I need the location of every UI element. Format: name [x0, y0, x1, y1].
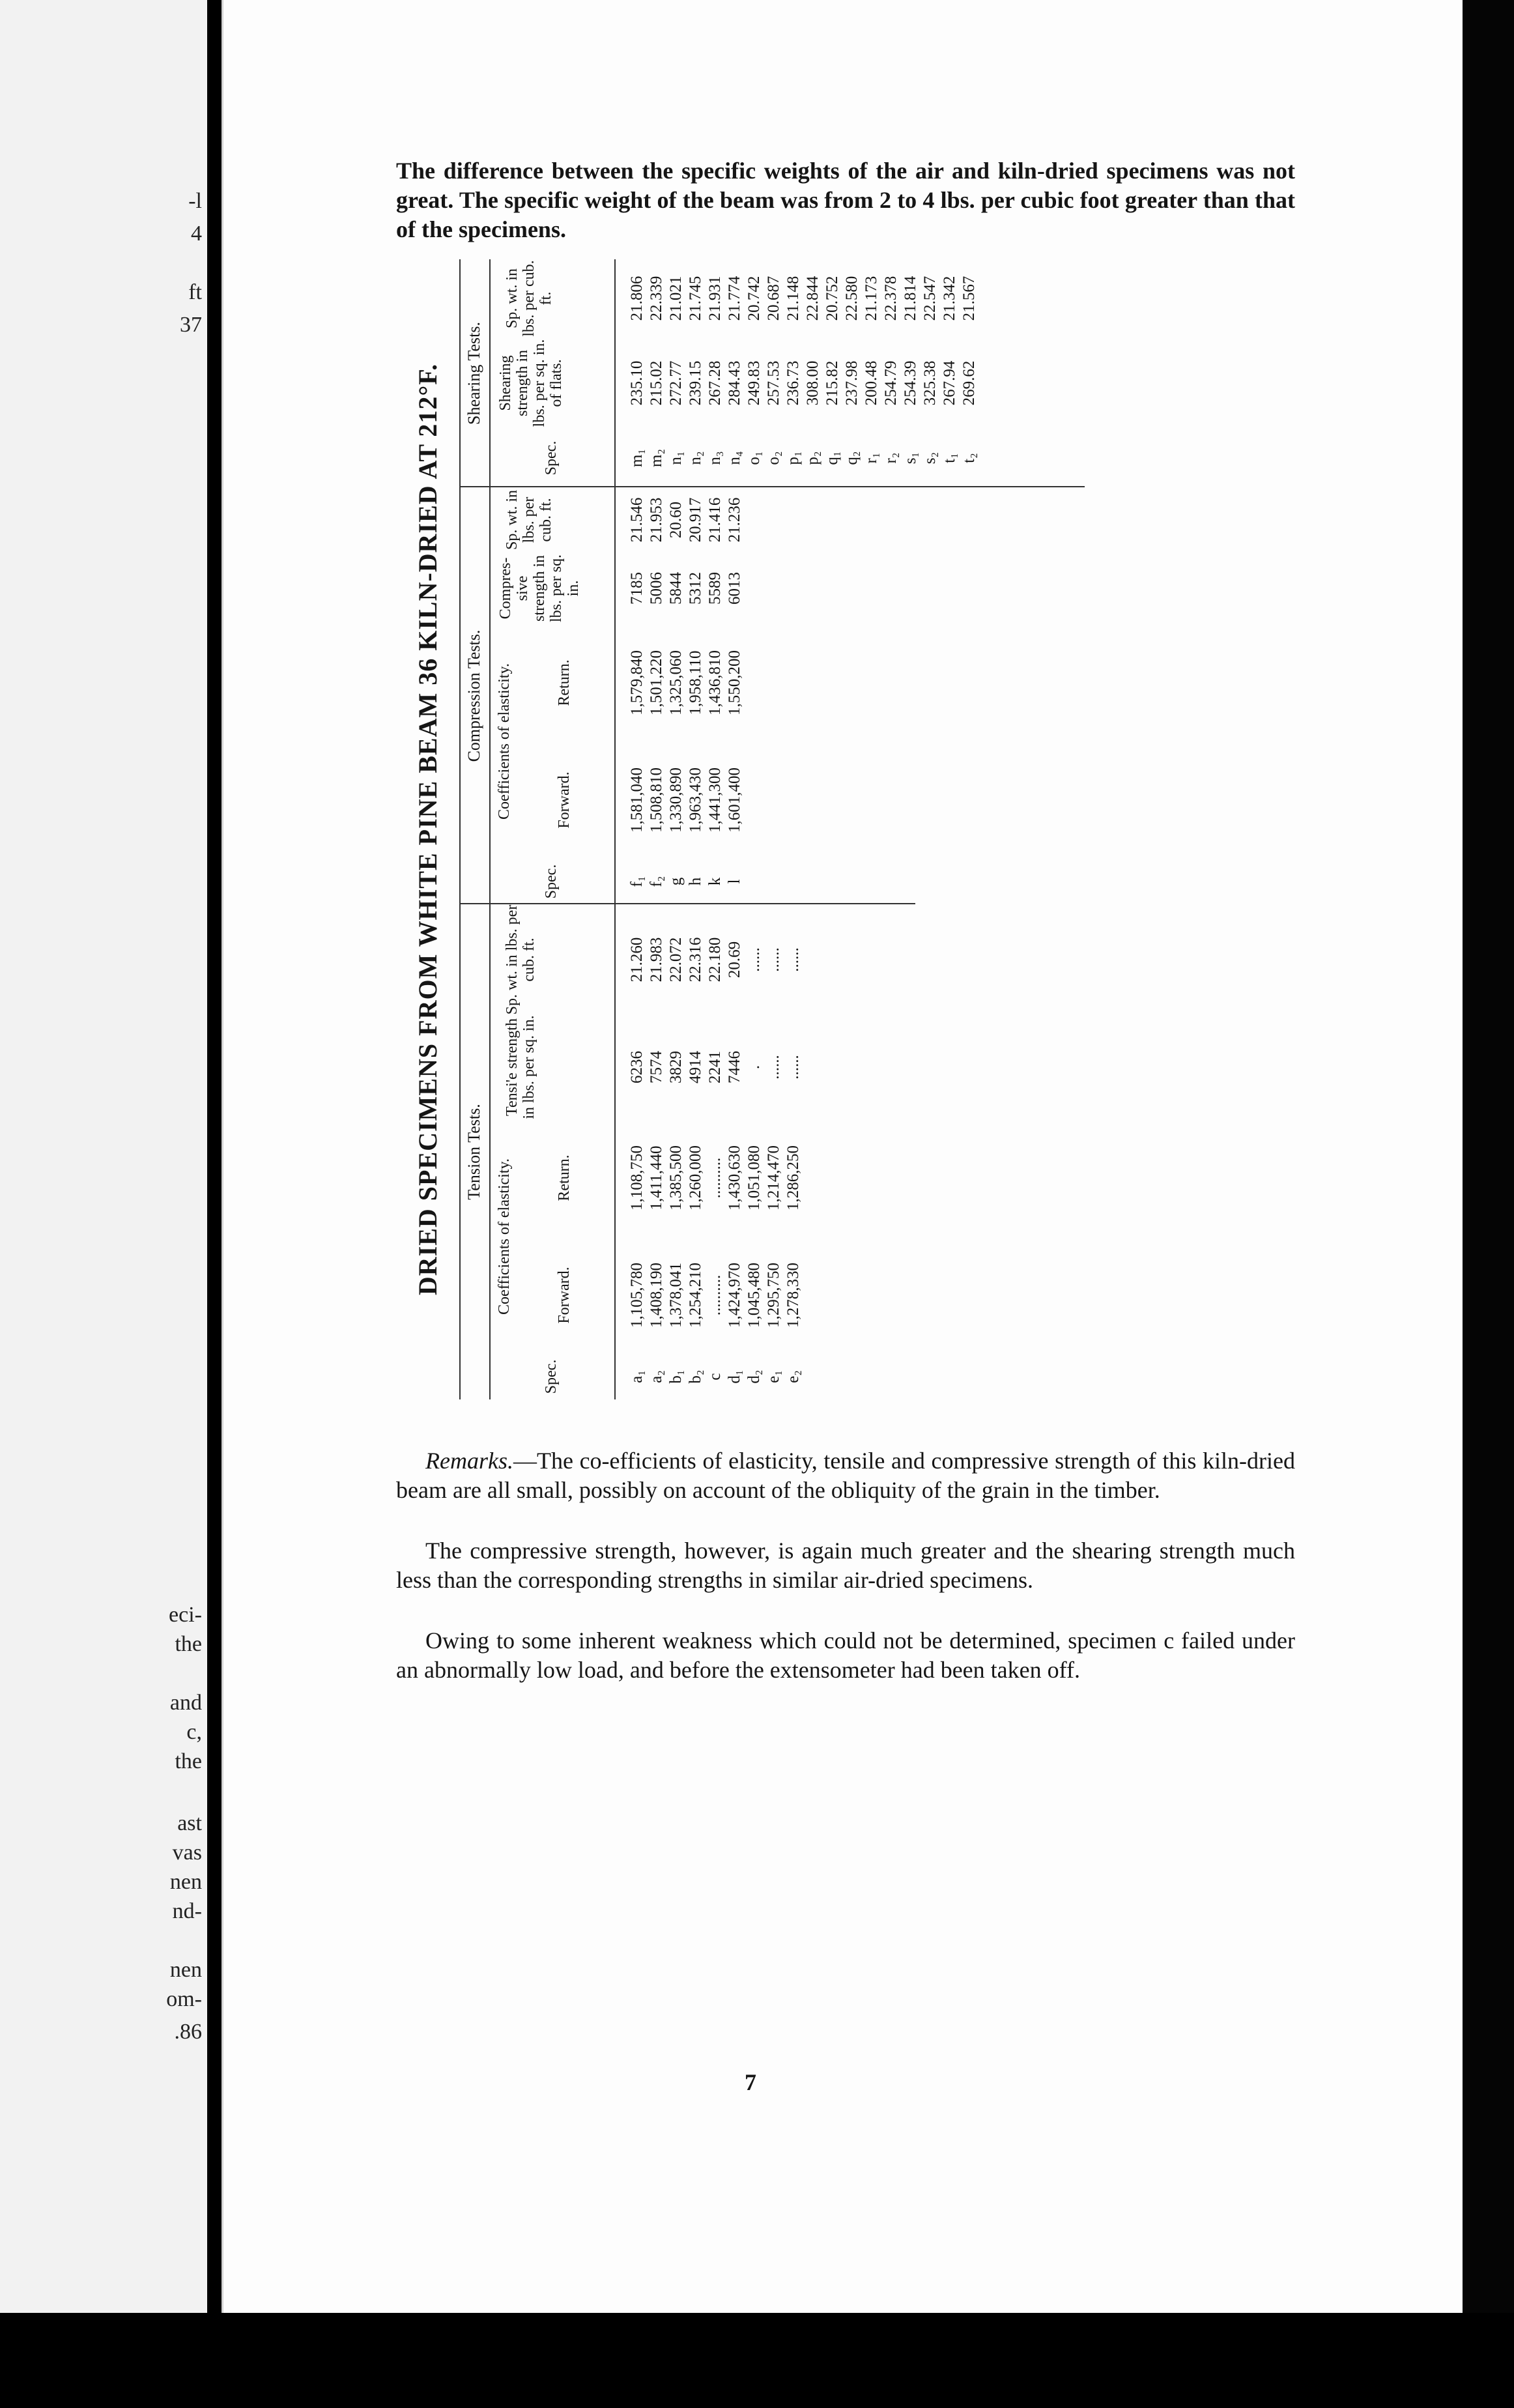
table-cell: ...... [784, 947, 802, 972]
table-cell: 20.917 [687, 497, 704, 543]
table-cell: 21.021 [667, 276, 685, 321]
table-cell: m₁ [628, 448, 646, 468]
table-cell: 254.79 [882, 360, 900, 406]
table-cell: 20.69 [726, 941, 743, 979]
table-cell: 236.73 [784, 360, 802, 406]
book-page [221, 0, 1464, 2316]
previous-page-text-fragment: -l [188, 189, 202, 213]
table-cell: s₂ [921, 452, 939, 465]
tension-return-column [627, 1119, 803, 1237]
table-cell: 1,214,470 [765, 1145, 782, 1211]
table-cell: n₁ [667, 451, 685, 465]
table-cell: n₂ [687, 451, 704, 465]
table-cell: 21.567 [960, 276, 978, 321]
table-cell: 5312 [687, 572, 704, 605]
table-cell: n₄ [726, 451, 743, 465]
table-cell: r₂ [882, 452, 900, 464]
remarks-lead: Remarks. [425, 1448, 513, 1474]
table-cell: 21.953 [648, 497, 665, 543]
table-cell: f₂ [648, 876, 665, 887]
specimen-table [412, 259, 1090, 1399]
table-cell: 1,441,300 [706, 767, 724, 833]
tension-group-header: Tension Tests. [464, 1104, 483, 1200]
table-cell: 22.378 [882, 276, 900, 321]
table-cell: 5006 [648, 572, 665, 605]
previous-page-text-fragment: c, [186, 1720, 202, 1744]
table-cell: n₃ [706, 451, 724, 465]
group-rule [489, 259, 491, 1399]
table-cell: d₁ [726, 1369, 743, 1384]
table-cell: 21.236 [726, 497, 743, 543]
table-cell: 308.00 [804, 360, 821, 406]
previous-page-text-fragment: and [169, 1691, 202, 1715]
table-cell: 1,051,080 [745, 1145, 763, 1211]
remarks-paragraph-2: The compressive strength, however, is again much greater and the shearing strength much less than the corresponding strengths in similar air-dried specimens. [396, 1538, 1295, 1593]
table-top-rule [459, 259, 461, 1399]
table-cell: 257.53 [765, 360, 782, 406]
table-cell: 1,424,970 [726, 1263, 743, 1328]
table-cell: 1,260,000 [687, 1145, 704, 1211]
table-cell: 284.43 [726, 360, 743, 406]
table-cell: 1,330,890 [667, 767, 685, 833]
previous-page-edge [0, 0, 207, 2313]
table-cell: e₁ [765, 1370, 782, 1383]
table-cell: 267.94 [941, 360, 958, 406]
remarks-paragraph-1 [396, 1446, 1295, 1505]
table-cell: 237.98 [843, 360, 861, 406]
shearing-strength-header: Shearing strength in lbs. per sq. in. of flats. [497, 339, 565, 427]
compression-spec-column [627, 859, 745, 904]
table-cell: . [745, 1065, 763, 1070]
table-cell: 6236 [628, 1051, 646, 1083]
compression-forward-column [627, 741, 745, 859]
table-cell: 22.072 [667, 937, 685, 982]
table-cell: 4914 [687, 1051, 704, 1083]
intro-paragraph: The difference between the specific weights of the air and kiln-dried specimens was not great. The specific weight of the beam was from 2 to 4 lbs. per cubic foot greater than that of the specimens. [396, 158, 1295, 242]
right-scan-edge [1463, 0, 1514, 2316]
table-title: DRIED SPECIMENS FROM WHITE PINE BEAM 36 KILN-DRIED AT 212°F. [413, 363, 442, 1296]
bottom-scan-edge [0, 2313, 1514, 2408]
table-cell: p₂ [804, 451, 821, 465]
previous-page-text-fragment: ft [188, 280, 202, 304]
table-cell: 21.260 [628, 937, 646, 982]
table-cell: q₁ [823, 451, 841, 465]
table-cell: f₁ [628, 876, 646, 887]
table-cell: b₁ [667, 1369, 685, 1384]
table-cell: 1,579,840 [628, 650, 646, 715]
compression-group-header: Compression Tests. [464, 629, 483, 762]
table-cell: 7185 [628, 572, 646, 605]
table-cell: 249.83 [745, 360, 763, 406]
shearing-group-header: Shearing Tests. [464, 321, 483, 425]
table-cell: s₁ [902, 452, 919, 465]
compressive-strength-column [627, 552, 745, 624]
tension-spec-header: Spec. [543, 1359, 560, 1394]
shearing-strength-column [627, 337, 979, 429]
previous-page-text-fragment: nen [169, 1870, 202, 1894]
table-cell: 1,550,200 [726, 650, 743, 715]
table-cell: 1,325,060 [667, 650, 685, 715]
table-cell: 21.342 [941, 276, 958, 321]
table-cell: e₂ [784, 1370, 802, 1383]
table-cell: 1,295,750 [765, 1263, 782, 1328]
previous-page-text-fragment: .86 [174, 2020, 202, 2044]
rotated-table-region [412, 259, 1514, 1394]
table-cell: 22.547 [921, 276, 939, 321]
table-cell: 1,385,500 [667, 1145, 685, 1211]
compression-coeff-header: Coefficients of elasticity. [496, 663, 513, 820]
previous-page-text-fragment: om- [166, 1987, 202, 2011]
previous-page-text-fragment: 4 [191, 222, 202, 246]
table-cell: t₁ [941, 453, 958, 463]
previous-page-text-fragment: nd- [172, 1899, 202, 1923]
previous-page-text-fragment: eci- [169, 1603, 202, 1627]
table-cell: 1,278,330 [784, 1263, 802, 1328]
table-cell: 1,378,041 [667, 1263, 685, 1328]
table-cell: 2241 [706, 1051, 724, 1083]
table-cell: m₂ [648, 448, 665, 468]
table-cell: 1,254,210 [687, 1263, 704, 1328]
previous-page-text-fragment: the [175, 1749, 202, 1773]
compression-forward-header: Forward. [556, 771, 573, 829]
tensile-strength-column [627, 1015, 803, 1119]
table-cell: ...... [765, 947, 782, 972]
table-cell: ...... [745, 947, 763, 972]
table-cell: 21.745 [687, 276, 704, 321]
tensile-strength-header: Tensi'e strength in lbs. per sq. in. [504, 1015, 537, 1119]
compression-spec-header: Spec. [543, 864, 560, 899]
table-cell: 22.316 [687, 937, 704, 982]
table-cell: 1,430,630 [726, 1145, 743, 1211]
table-cell: 21.774 [726, 276, 743, 321]
table-cell: 6013 [726, 572, 743, 605]
table-cell: 21.546 [628, 497, 646, 543]
table-cell: k [706, 877, 724, 886]
table-cell: 5844 [667, 572, 685, 605]
table-cell: 21.931 [706, 276, 724, 321]
previous-page-text-fragment: the [175, 1632, 202, 1656]
table-cell: 21.806 [628, 276, 646, 321]
table-cell: .......... [706, 1157, 724, 1199]
table-cell: 22.180 [706, 937, 724, 982]
table-cell: 21.173 [863, 276, 880, 321]
compression-spwt-column [627, 487, 745, 552]
table-cell: c [706, 1373, 724, 1381]
remarks-paragraph-3: Owing to some inherent weakness which could not be determined, specimen c failed under an abnormally low load, and before the extensometer had been taken off. [396, 1627, 1295, 1683]
table-cell: t₂ [960, 453, 978, 463]
table-cell: 1,286,250 [784, 1145, 802, 1211]
table-cell: 1,958,110 [687, 650, 704, 715]
shearing-spwt-header: Sp. wt. in lbs. per cub. ft. [504, 260, 554, 337]
shearing-spec-column [627, 429, 979, 487]
compression-return-column [627, 624, 745, 741]
table-cell: 20.60 [667, 501, 685, 539]
table-cell: 5589 [706, 572, 724, 605]
table-cell: 1,408,190 [648, 1263, 665, 1328]
table-cell: 7574 [648, 1051, 665, 1083]
table-cell: l [726, 879, 743, 884]
table-cell: 7446 [726, 1051, 743, 1083]
tension-return-header: Return. [556, 1154, 573, 1201]
table-cell: p₁ [784, 451, 802, 465]
table-cell: 1,105,780 [628, 1263, 646, 1328]
compression-return-header: Return. [556, 659, 573, 706]
table-cell: 22.339 [648, 276, 665, 321]
page-number: 7 [745, 2069, 756, 2095]
table-cell: ...... [784, 1055, 802, 1080]
previous-page-text-fragment: vas [172, 1841, 202, 1865]
previous-page-text-fragment: nen [169, 1958, 202, 1982]
shearing-spec-header: Spec. [543, 440, 560, 476]
table-cell: g [667, 877, 685, 886]
table-cell: 325.38 [921, 360, 939, 406]
table-cell: d₂ [745, 1369, 763, 1384]
table-cell: 269.62 [960, 360, 978, 406]
table-cell: 1,581,040 [628, 767, 646, 833]
compression-spwt-header: Sp. wt. in lbs. per cub. ft. [504, 490, 554, 551]
table-cell: 267.28 [706, 360, 724, 406]
table-cell: o₁ [745, 451, 763, 465]
table-cell: .......... [706, 1274, 724, 1316]
table-cell: b₂ [687, 1369, 704, 1384]
table-cell: 1,045,480 [745, 1263, 763, 1328]
compressive-strength-header: Compres-sive strength in lbs. per sq. in. [497, 554, 582, 622]
table-cell: 21.416 [706, 497, 724, 543]
tension-forward-header: Forward. [556, 1267, 573, 1324]
table-cell: 22.580 [843, 276, 861, 321]
header-bottom-rule [614, 259, 616, 1399]
table-cell: 20.742 [745, 276, 763, 321]
table-cell: 20.752 [823, 276, 841, 321]
table-cell: 1,601,400 [726, 767, 743, 833]
tension-coeff-header: Coefficients of elasticity. [496, 1158, 513, 1315]
remarks-text-1: —The co-efficients of elasticity, tensile and compressive strength of this kiln-dried beam are all small, possibly on account of the obliquity of the grain in the timber. [396, 1448, 1295, 1503]
table-cell: 215.82 [823, 360, 841, 406]
tension-forward-column [627, 1237, 803, 1354]
table-cell: h [687, 877, 704, 886]
table-cell: 20.687 [765, 276, 782, 321]
table-cell: 21.983 [648, 937, 665, 982]
tension-spwt-header: Sp. wt. in lbs. per cub. ft. [504, 904, 537, 1015]
tension-spwt-column [627, 904, 803, 1015]
table-cell: 1,411,440 [648, 1145, 665, 1211]
table-cell: a₁ [628, 1370, 646, 1383]
table-cell: 1,963,430 [687, 767, 704, 833]
table-cell: 1,108,750 [628, 1145, 646, 1211]
shearing-spwt-column [627, 259, 979, 337]
previous-page-text-fragment: 37 [180, 313, 202, 337]
table-cell: o₂ [765, 451, 782, 465]
table-cell: 1,508,810 [648, 767, 665, 833]
table-cell: 254.39 [902, 360, 919, 406]
table-cell: 1,501,220 [648, 650, 665, 715]
table-cell: 200.48 [863, 360, 880, 406]
table-cell: 3829 [667, 1051, 685, 1083]
previous-page-text-fragment: ast [177, 1811, 202, 1835]
table-cell: 21.148 [784, 276, 802, 321]
table-cell: a₂ [648, 1370, 665, 1383]
table-cell: 239.15 [687, 360, 704, 406]
table-cell: q₂ [843, 451, 861, 465]
table-cell: 1,436,810 [706, 650, 724, 715]
table-cell: 215.02 [648, 360, 665, 406]
table-cell: 21.814 [902, 276, 919, 321]
tension-spec-column [627, 1354, 803, 1399]
table-cell: 272.77 [667, 360, 685, 406]
table-cell: 235.10 [628, 360, 646, 406]
table-cell: ...... [765, 1055, 782, 1080]
table-cell: 22.844 [804, 276, 821, 321]
table-cell: r₁ [863, 452, 880, 464]
